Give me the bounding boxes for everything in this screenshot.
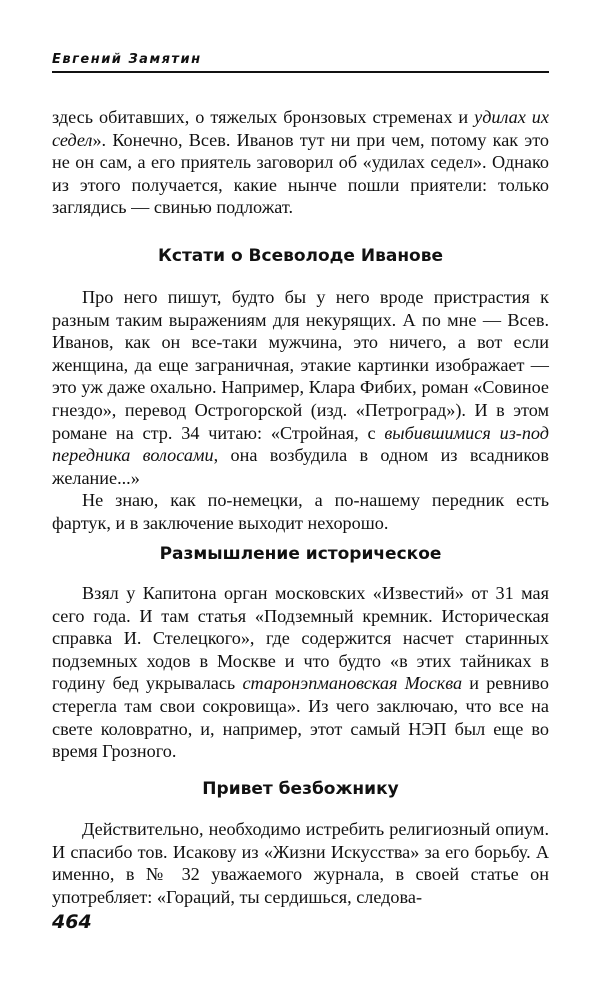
- text-block-intro: [52, 106, 549, 219]
- section-heading: Размышление историческое: [159, 544, 442, 564]
- section-heading: Кстати о Всеволоде Иванове: [157, 246, 444, 266]
- paragraph: Не знаю, как по-немецки, а по-нашему передник есть фартук, и в заключение выходит нехорошо.: [52, 490, 549, 533]
- header-rule: [52, 71, 549, 73]
- text-block-section-1: [52, 286, 549, 535]
- italic-phrase: старонэпмановская Москва: [242, 673, 463, 694]
- italic-phrase: выбившимися из-под передника волосами: [52, 422, 549, 466]
- paragraph: [52, 582, 549, 763]
- text-block-section-3: [52, 818, 549, 908]
- paragraph-text: здесь обитавших, о тяжелых бронзовых стременах и: [52, 107, 475, 127]
- text-block-section-2: [52, 582, 549, 763]
- paragraph-text: Про него пишут, будто бы у него вроде пристрастия к разным таким выражениям для некурящих. А по мне — Всев. Иванов, как он все-таки мужчина, это ничего, а вот если женщина, да еще заграничная, этакие картинки изображает — это уж даже охально. Например, Клара Фибих, роман «Совиное гнездо», перевод Острогорской (изд. «Петроград»). И в этом романе на стр. 34 читаю: «Стройная, с: [52, 287, 549, 443]
- paragraph-text: и ревниво стерегла там свои сокровища». Из чего заключаю, что все на свете коловратно, и, например, этот самый НЭП был еще во время Грозного.: [52, 673, 549, 762]
- paragraph-text: ». Конечно, Всев. Иванов тут ни при чем, потому как это не он сам, а его приятель заговорил об «удилах седел». Однако из этого получается, какие нынче пошли приятели: только заглядись — свинью подложат.: [52, 129, 549, 218]
- page-number: 464: [52, 911, 92, 933]
- paragraph-text: Взял у Капитона орган московских «Известий» от 31 мая сего года. И там статья «Подземный кремник. Историческая справка И. Стелецкого», где содержится насчет старинных подземных ходов в Москве и что будто «в этих тайниках в годину бед укрывалась: [52, 583, 549, 694]
- paragraph-text: , она возбудила в одном из всадников желание...»: [52, 445, 549, 488]
- paragraph: [52, 106, 549, 219]
- running-head-author: Евгений Замятин: [52, 52, 202, 67]
- paragraph: Действительно, необходимо истребить религиозный опиум. И спасибо тов. Исакову из «Жизни Искусства» за его борьбу. А именно, в № 32 уважаемого журнала, в своей статье он употребляет: «Гораций, ты сердишься, следова-: [52, 819, 549, 907]
- section-heading: Привет безбожнику: [202, 779, 399, 799]
- italic-phrase: удилах их седел: [52, 107, 549, 150]
- paragraph: [52, 286, 549, 489]
